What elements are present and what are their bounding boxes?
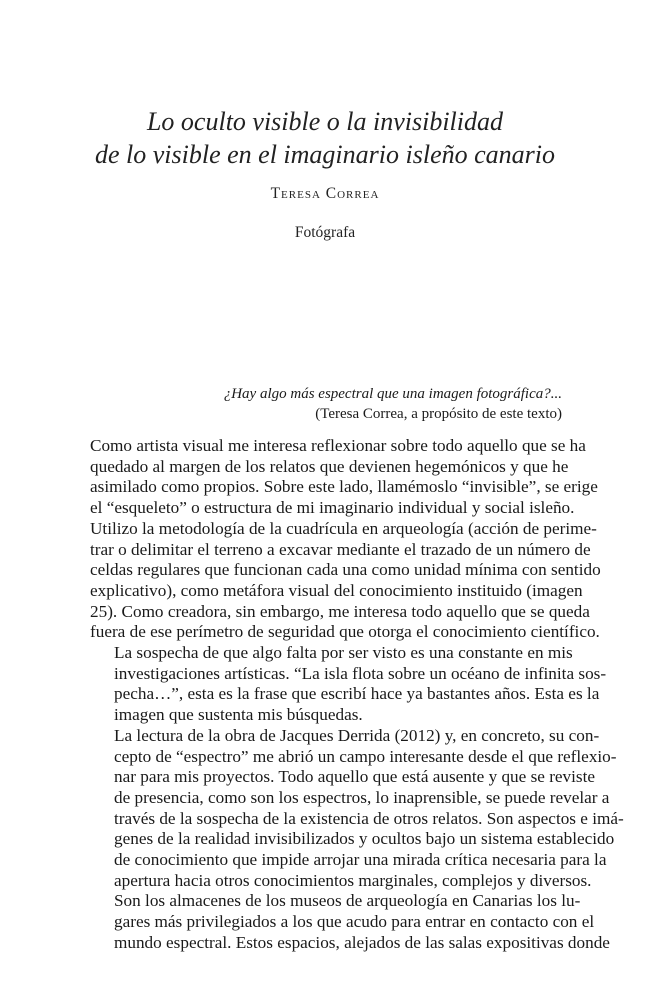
text-line: fuera de ese perímetro de seguridad que otorga el conocimiento científico. (90, 622, 600, 642)
author-role: Fotógrafa (294, 224, 356, 241)
paragraph (90, 643, 607, 726)
text-line: imagen que sustenta mis búsquedas. (114, 705, 363, 725)
text-line: genes de la realidad invisibilizados y ocultos bajo un sistema establecido (114, 829, 615, 849)
text-line: explicativo), como metáfora visual del conocimiento instituido (imagen (90, 580, 583, 600)
text-line: gares más privilegiados a los que acudo para entrar en contacto con el (114, 912, 595, 932)
text-line: asimilado como propios. Sobre este lado, llamémoslo “invisible”, se erige (90, 477, 598, 497)
paragraph (90, 891, 610, 953)
text-line: trar o delimitar el terreno a excavar mediante el trazado de un número de (90, 539, 591, 559)
text-line: quedado al margen de los relatos que devienen hegemónicos y que he (90, 456, 569, 476)
text-line: de conocimiento que impide arrojar una mirada crítica necesaria para la (114, 850, 607, 870)
text-line: investigaciones artísticas. “La isla flota sobre un océano de infinita sos- (114, 663, 607, 683)
paragraph (90, 725, 624, 892)
text-line: Utilizo la metodología de la cuadrícula en arqueología (acción de perime- (90, 518, 597, 538)
text-line: La lectura de la obra de Jacques Derrida (2012) y, en concreto, su con- (114, 725, 600, 745)
text-line: el “esqueleto” o estructura de mi imaginario individual y social isleño. (90, 498, 575, 518)
text-line: pecha…”, esta es la frase que escribí hace ya bastantes años. Esta es la (114, 684, 600, 704)
text-line: nar para mis proyectos. Todo aquello que está ausente y que se reviste (114, 767, 596, 787)
text-line: cepto de “espectro” me abrió un campo interesante desde el que reflexio- (114, 746, 617, 766)
epigraph-quote: ¿Hay algo más espectral que una imagen fotográfica?... (223, 386, 562, 402)
text-line: de presencia, como son los espectros, lo inaprensible, se puede revelar a (114, 787, 610, 807)
text-line: 25). Como creadora, sin embargo, me interesa todo aquello que se queda (90, 601, 590, 621)
title-line-1: Lo oculto visible o la invisibilidad (146, 107, 504, 136)
text-line: Son los almacenes de los museos de arqueología en Canarias los lu- (114, 891, 581, 911)
text-line: celdas regulares que funcionan cada una como unidad mínima con sentido (90, 560, 601, 580)
author-name: Teresa Correa (270, 185, 380, 202)
title-line-2: de lo visible en el imaginario isleño canario (95, 140, 555, 169)
text-line: mundo espectral. Estos espacios, alejados de las salas expositivas donde (114, 932, 610, 952)
text-line: apertura hacia otros conocimientos marginales, complejos y diversos. (114, 870, 592, 890)
paragraph (90, 436, 601, 643)
epigraph-attribution: (Teresa Correa, a propósito de este texto) (315, 406, 562, 422)
text-line: través de la sospecha de la existencia de otros relatos. Son aspectos e imá- (114, 808, 624, 828)
body-text (90, 436, 624, 954)
text-line: Como artista visual me interesa reflexionar sobre todo aquello que se ha (90, 436, 586, 455)
text-line: La sospecha de que algo falta por ser visto es una constante en mis (114, 643, 573, 663)
